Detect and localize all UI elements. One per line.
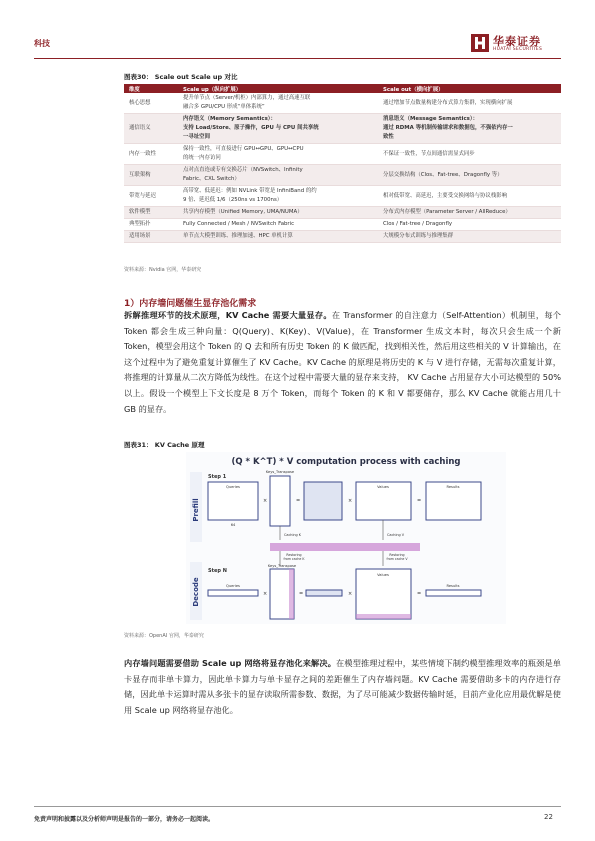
table-cell-out: 分层交换结构（Clos、Fat-tree、Dragonfly 等） bbox=[378, 165, 561, 186]
caching-v-label: Caching V bbox=[387, 533, 405, 537]
svg-text:×: × bbox=[263, 591, 268, 597]
decode-label: Decode bbox=[192, 577, 200, 607]
svg-text:from cache K: from cache K bbox=[283, 557, 305, 561]
table-row bbox=[124, 219, 561, 231]
diagram-title: (Q * K^T) * V computation process with caching bbox=[231, 457, 461, 467]
table-header-row bbox=[124, 84, 561, 93]
svg-text:=: = bbox=[417, 591, 422, 597]
paragraph-lead: 拆解推理环节的技术原理，KV Cache 需要大量显存。 bbox=[124, 310, 332, 320]
footer-rule bbox=[34, 806, 561, 807]
values-label-n: Values bbox=[377, 573, 389, 577]
values-label: Values bbox=[377, 485, 389, 489]
new-key-column bbox=[289, 569, 294, 619]
table-cell-up: Fully Connected / Mesh / NVSwitch Fabric bbox=[178, 219, 378, 231]
qk-result-stepN bbox=[306, 590, 342, 596]
svg-text:=: = bbox=[296, 498, 301, 504]
new-value-row bbox=[356, 614, 411, 619]
body-paragraph-2 bbox=[124, 656, 561, 718]
queries-label-n: Queries bbox=[226, 584, 240, 588]
keys-transpose-label: Keys_Transpose bbox=[265, 470, 295, 474]
table-cell-dim: 带宽与延迟 bbox=[124, 186, 178, 207]
paragraph-text-2: 在模型推理过程中，某些情境下制约模型推理效率的瓶颈是单卡显存而非单卡算力，因此单卡算力与单卡显存之间的差距催生了内存墙问题。KV Cache 需要借助多卡的内存进行存储，因此单卡运算时需从多张卡的显存读取所需参数、数据，为了尽可能减少数据传输时延，目前产业化应用最优解是使用 Scale up 网络将显存池化。 bbox=[124, 658, 561, 715]
caching-k-label: Caching K bbox=[284, 533, 302, 537]
table-cell-out: 不保证一致性，节点间通信需显式同步 bbox=[378, 144, 561, 165]
table-cell-up: 高带宽、低延迟：例如 NVLink 带宽是 InfiniBand 的约 9 倍、延迟低 1/6（250ns vs 1700ns） bbox=[178, 186, 378, 207]
figure-caption: 图表31： KV Cache 原理 bbox=[124, 441, 205, 449]
table-row bbox=[124, 186, 561, 207]
table-cell-dim: 软件模型 bbox=[124, 207, 178, 219]
table-cell-dim: 核心思想 bbox=[124, 93, 178, 114]
body-paragraph bbox=[124, 308, 561, 417]
table-cell-out: 消息语义（Message Semantics）： 通过 RDMA 等机制传输请求和数据包，不强依内存一 致性 bbox=[378, 114, 561, 144]
table-cell-up: 单节点大模型训练、推理加速、HPC 单机计算 bbox=[178, 231, 378, 243]
keys-transpose-matrix-step1 bbox=[270, 476, 290, 526]
table-row bbox=[124, 207, 561, 219]
table-cell-out: 大规模分布式训练与推理集群 bbox=[378, 231, 561, 243]
table-source: 资料来源：Nvidia 官网，华泰研究 bbox=[124, 267, 202, 273]
table-row bbox=[124, 231, 561, 243]
prefill-label: Prefill bbox=[192, 498, 200, 522]
section-tag: 科技 bbox=[34, 39, 50, 48]
table-cell-dim: 内存一致性 bbox=[124, 144, 178, 165]
brand-logo bbox=[471, 32, 571, 56]
table-cell-dim: 典型拓扑 bbox=[124, 219, 178, 231]
svg-text:×: × bbox=[263, 498, 268, 504]
table-cell-out: 相对低带宽、高延迟，主要受交换网络与协议栈影响 bbox=[378, 186, 561, 207]
table-cell-dim: 通信语义 bbox=[124, 114, 178, 144]
table-cell-out: 分布式内存模型（Parameter Server / AllReduce） bbox=[378, 207, 561, 219]
kv-cache-diagram-svg bbox=[186, 452, 506, 624]
table-cell-up: 点对点直连或专有交换芯片（NVSwitch、Infinity Fabric、CXL Switch） bbox=[178, 165, 378, 186]
table-row bbox=[124, 114, 561, 144]
qk-result-step1 bbox=[304, 482, 342, 520]
table-caption: 图表30： Scale out Scale up 对比 bbox=[124, 73, 238, 81]
queries-label: Queries bbox=[226, 485, 240, 489]
stepN-label: Step N bbox=[208, 568, 227, 574]
results-label-n: Results bbox=[446, 584, 460, 588]
queries-matrix-stepN bbox=[208, 590, 258, 596]
table-header-cell: 维度 bbox=[124, 84, 178, 93]
keys-transpose-label-n: Keys_Transpose bbox=[267, 564, 297, 568]
table-row bbox=[124, 93, 561, 114]
huatai-logo-icon bbox=[471, 34, 489, 52]
paragraph-lead-2: 内存墙问题需要借助 Scale up 网络将显存池化来解决。 bbox=[124, 658, 337, 668]
kv-cache-diagram bbox=[186, 452, 506, 624]
svg-text:=: = bbox=[299, 591, 304, 597]
logo-text-en: HUATAI SECURITIES bbox=[493, 47, 543, 52]
table-cell-up: 提升单节点（Server/机柜）内部算力，通过高速互联 融合多 GPU/CPU 形成“单体系统” bbox=[178, 93, 378, 114]
svg-text:×: × bbox=[348, 591, 353, 597]
disclaimer-note: 免责声明和披露以及分析师声明是报告的一部分，请务必一起阅读。 bbox=[34, 816, 215, 823]
table-row bbox=[124, 165, 561, 186]
table-cell-up: 共享内存模型（Unified Memory, UMA/NUMA） bbox=[178, 207, 378, 219]
step1-label: Step 1 bbox=[208, 474, 227, 480]
logo-text-cn: 华泰证券 bbox=[493, 35, 541, 48]
kv-cache-band bbox=[270, 543, 420, 551]
table-header-cell: Scale up（纵向扩展） bbox=[178, 84, 378, 93]
section-heading: 1）内存墙问题催生显存池化需求 bbox=[124, 299, 257, 309]
table-cell-dim: 互联架构 bbox=[124, 165, 178, 186]
svg-text:×: × bbox=[348, 498, 353, 504]
page-number: 22 bbox=[544, 813, 553, 821]
table-cell-out: Clos / Fat-tree / Dragonfly bbox=[378, 219, 561, 231]
results-matrix-stepN bbox=[426, 590, 481, 596]
comparison-table bbox=[124, 84, 561, 243]
svg-text:from cache V: from cache V bbox=[386, 557, 408, 561]
table-cell-out: 通过增加节点数量构建分布式算力集群，实现横向扩展 bbox=[378, 93, 561, 114]
restoring-k-label: Restoring bbox=[286, 553, 302, 557]
dim-label: 64 bbox=[230, 523, 236, 527]
restoring-v-label: Restoring bbox=[389, 553, 405, 557]
table-cell-dim: 适用场景 bbox=[124, 231, 178, 243]
figure-source: 资料来源：OpenAI 官网，华泰研究 bbox=[124, 633, 204, 639]
table-row bbox=[124, 144, 561, 165]
svg-text:=: = bbox=[417, 498, 422, 504]
results-label: Results bbox=[446, 485, 460, 489]
table-cell-up: 保持一致性，可直接进行 GPU↔GPU、GPU↔CPU 的统一内存访问 bbox=[178, 144, 378, 165]
paragraph-text: 在 Transformer 的自注意力（Self-Attention）机制里，每个 Token 都会生成三种向量：Q(Query)、K(Key)、V(Value)，在 Transformer 生成文本时，每次只会生成一个新 Token，模型会用这个 Token 的 Q 去和所有历史 Token 的 K 做匹配，找到相关性，然后用这些相关的 V 计算输出，在这个过程中为了避免重复计算催生了 KV Cache。KV Cache 的原理是将历史的 K 与 V 进行存储，无需每次重复计算，将推理的计算量从二次方降低为线性。在这个过程中需要大量的显存来支持， KV Cache 占用显存大小可达模型的 50%以上。假设一个模型上下文长度是 8 万个 Token，而每个 Token 的 K 和 V 都要储存，那么 KV Cache 就能占用几十 GB 的显存。 bbox=[124, 310, 561, 414]
header-rule bbox=[34, 58, 561, 59]
table-header-cell: Scale out（横向扩展） bbox=[378, 84, 561, 93]
table-cell-up: 内存语义（Memory Semantics）： 支持 Load/Store、原子操作，GPU 与 CPU 间共享统 一寻址空间 bbox=[178, 114, 378, 144]
